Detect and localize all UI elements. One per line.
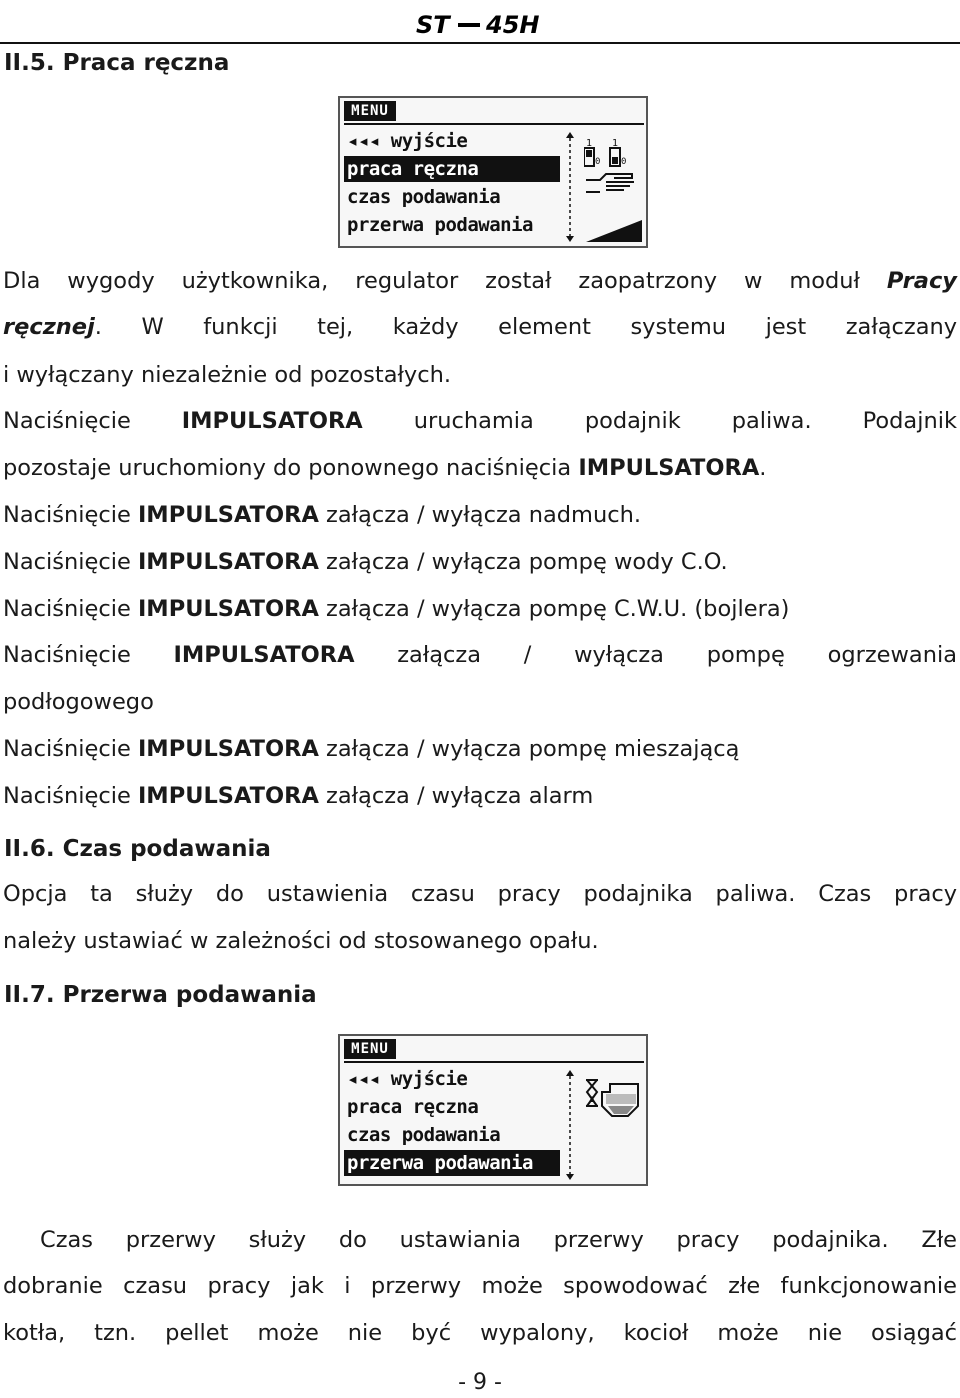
svg-text:1: 1: [586, 138, 593, 149]
scroll-indicator-icon: [566, 132, 574, 242]
line-floor-pump-cont: podłogowego: [3, 689, 154, 715]
svg-text:0: 0: [595, 157, 601, 167]
para-manual-line2: ręcznej. W funkcji tej, każdy element systemu jest załączany: [3, 314, 958, 340]
line-mixing-pump: Naciśnięcie IMPULSATORA załącza / wyłącza pompę mieszającą: [3, 736, 740, 762]
para-break-line1: Czas przerwy służy do ustawiania przerwy pracy podajnika. Złe: [40, 1227, 958, 1253]
para-feed-line1: Opcja ta służy do ustawienia czasu pracy podajnika paliwa. Czas pracy: [3, 881, 958, 907]
lcd-item-manual-selected[interactable]: praca ręczna: [344, 156, 560, 182]
lcd-item-manual[interactable]: praca ręczna: [347, 1096, 479, 1118]
pump-switch-hand-icon: [584, 136, 640, 202]
line-alarm: Naciśnięcie IMPULSATORA załącza / wyłącza alarm: [3, 783, 594, 809]
para-feeder-line1: Naciśnięcie IMPULSATORA uruchamia podajnik paliwa. Podajnik: [3, 408, 957, 434]
para-feed-line2: należy ustawiać w zależności od stosowanego opału.: [3, 928, 599, 954]
svg-text:45H: 45H: [486, 11, 540, 39]
lcd-item-feed-break[interactable]: przerwa podawania: [347, 214, 533, 236]
page-number: - 9 -: [458, 1370, 502, 1395]
svg-text:0: 0: [621, 157, 627, 167]
lcd-item-exit[interactable]: ◂◂◂ wyjście: [347, 1068, 468, 1090]
lcd-title: MENU: [344, 101, 396, 121]
para-feeder-line2: pozostaje uruchomiony do ponownego naciśnięcia IMPULSATORA.: [3, 455, 767, 481]
para-break-line3: kotła, tzn. pellet może nie być wypalony, kocioł może nie osiągać: [3, 1320, 958, 1346]
svg-text:ST: ST: [416, 11, 450, 39]
lcd-title: MENU: [344, 1039, 396, 1059]
line-floor-pump: Naciśnięcie IMPULSATORA załącza / wyłącza pompę ogrzewania: [3, 642, 958, 668]
para-manual-line1: Dla wygody użytkownika, regulator został zaopatrzony w moduł Pracy: [3, 268, 957, 294]
section-heading-feed-time: II.6. Czas podawania: [4, 836, 271, 862]
scroll-indicator-icon: [566, 1070, 574, 1180]
lcd-item-feed-time[interactable]: czas podawania: [347, 186, 501, 208]
svg-text:1: 1: [612, 138, 619, 149]
section-heading-feed-break: II.7. Przerwa podawania: [4, 982, 317, 1008]
line-co-pump: Naciśnięcie IMPULSATORA załącza / wyłącza pompę wody C.O.: [3, 549, 728, 575]
st45h-logo: [414, 10, 542, 40]
lcd-item-feed-break-selected[interactable]: przerwa podawania: [344, 1150, 560, 1176]
line-cwu-pump: Naciśnięcie IMPULSATORA załącza / wyłącza pompę C.W.U. (bojlera): [3, 596, 790, 622]
hourglass-hopper-icon: [584, 1074, 640, 1140]
header-rule: [0, 42, 960, 44]
lcd-menu-manual: [338, 96, 648, 248]
line-blower: Naciśnięcie IMPULSATORA załącza / wyłącza nadmuch.: [3, 502, 641, 528]
lcd-item-feed-time[interactable]: czas podawania: [347, 1124, 501, 1146]
lcd-menu-break: [338, 1034, 648, 1186]
section-heading-manual: II.5. Praca ręczna: [4, 50, 230, 76]
lcd-separator: [344, 1061, 644, 1063]
lcd-separator: [344, 123, 644, 125]
para-manual-line3: i wyłączany niezależnie od pozostałych.: [3, 362, 452, 388]
lcd-corner-marker: [586, 220, 642, 242]
para-break-line2: dobranie czasu pracy jak i przerwy może spowodować złe funkcjonowanie: [3, 1273, 957, 1299]
lcd-item-exit[interactable]: ◂◂◂ wyjście: [347, 130, 468, 152]
